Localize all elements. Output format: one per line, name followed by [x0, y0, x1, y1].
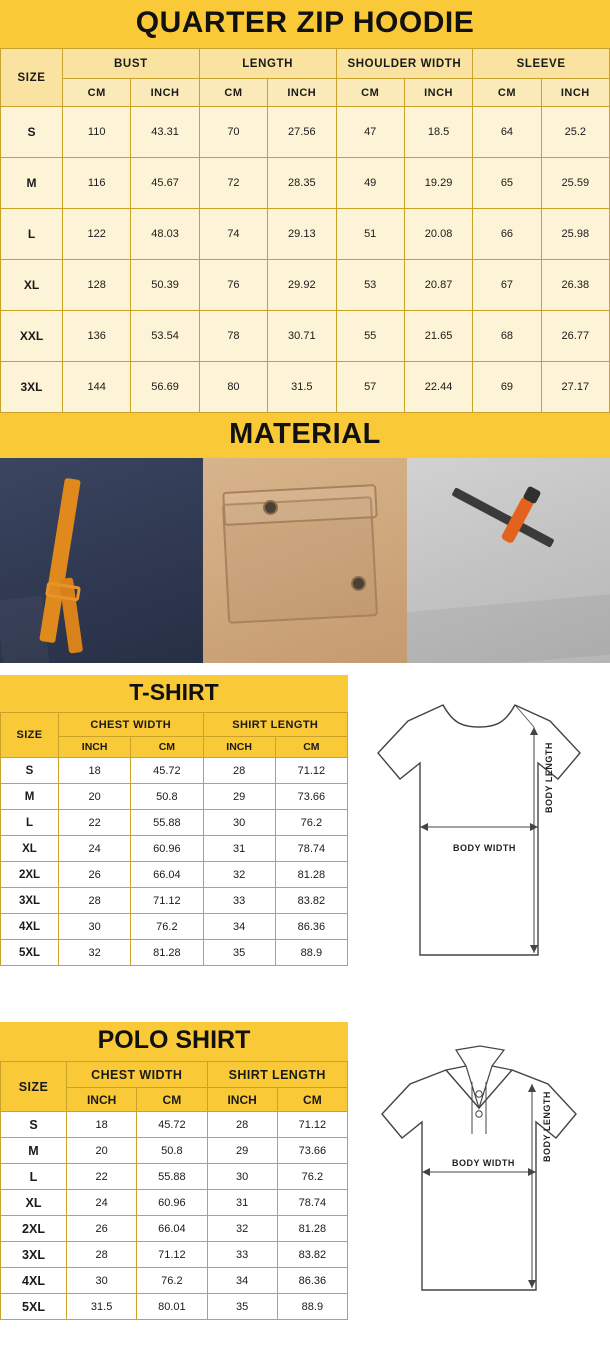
cell-size: S	[1, 758, 59, 784]
table-row	[1, 158, 610, 209]
cell-value: 18.5	[404, 107, 472, 158]
cell-value: 45.67	[131, 158, 199, 209]
cell-value: 144	[63, 362, 131, 413]
subheader-length-cm: CM	[199, 79, 267, 107]
cell-value: 71.12	[277, 1112, 347, 1138]
cell-value: 29.92	[268, 260, 336, 311]
tshirt-illustration	[348, 675, 610, 1005]
cell-value: 28	[59, 888, 131, 914]
cell-size: 5XL	[1, 940, 59, 966]
cell-value: 116	[63, 158, 131, 209]
cell-value: 33	[207, 1242, 277, 1268]
cell-value: 27.17	[541, 362, 609, 413]
cell-value: 24	[67, 1190, 137, 1216]
cell-value: 49	[336, 158, 404, 209]
cell-value: 30.71	[268, 311, 336, 362]
section-spacer	[0, 663, 610, 675]
tshirt-size-table	[0, 712, 348, 966]
cell-value: 26.77	[541, 311, 609, 362]
cell-value: 28	[207, 1112, 277, 1138]
subheader-bust-inch: INCH	[131, 79, 199, 107]
cell-value: 122	[63, 209, 131, 260]
table-row	[1, 862, 348, 888]
tshirt-section	[0, 675, 610, 1010]
cell-value: 26.38	[541, 260, 609, 311]
cell-size: XL	[1, 1190, 67, 1216]
cell-value: 69	[473, 362, 541, 413]
polo-illustration	[348, 1022, 610, 1332]
cell-size: XL	[1, 836, 59, 862]
cell-value: 76.2	[137, 1268, 207, 1294]
cell-value: 88.9	[275, 940, 347, 966]
cell-value: 60.96	[131, 836, 203, 862]
table-row	[1, 362, 610, 413]
table-row	[1, 888, 348, 914]
cell-value: 33	[203, 888, 275, 914]
cell-size: 2XL	[1, 1216, 67, 1242]
cell-value: 20.87	[404, 260, 472, 311]
cell-value: 68	[473, 311, 541, 362]
cell-value: 31.5	[268, 362, 336, 413]
cell-value: 83.82	[277, 1242, 347, 1268]
cell-value: 30	[207, 1164, 277, 1190]
cell-value: 28	[67, 1242, 137, 1268]
table-row	[1, 209, 610, 260]
header-bust: BUST	[63, 49, 200, 79]
cell-value: 71.12	[137, 1242, 207, 1268]
cell-size: 5XL	[1, 1294, 67, 1320]
table-row	[1, 1138, 348, 1164]
cell-value: 50.8	[131, 784, 203, 810]
material-photo-strip	[0, 458, 610, 663]
table-row	[1, 914, 348, 940]
cell-size: S	[1, 107, 63, 158]
cell-value: 66	[473, 209, 541, 260]
header-size: SIZE	[1, 1062, 67, 1112]
cell-value: 72	[199, 158, 267, 209]
cell-value: 83.82	[275, 888, 347, 914]
cell-value: 27.56	[268, 107, 336, 158]
cell-value: 66.04	[131, 862, 203, 888]
cell-value: 80.01	[137, 1294, 207, 1320]
cell-value: 81.28	[131, 940, 203, 966]
cell-value: 73.66	[275, 784, 347, 810]
cell-value: 31	[207, 1190, 277, 1216]
cell-value: 50.39	[131, 260, 199, 311]
header-shirt-length: SHIRT LENGTH	[207, 1062, 348, 1088]
navy-hoodie-drawcord-detail-photo	[0, 458, 203, 663]
cell-value: 50.8	[137, 1138, 207, 1164]
cell-value: 55.88	[137, 1164, 207, 1190]
cell-value: 57	[336, 362, 404, 413]
cell-size: M	[1, 158, 63, 209]
cell-value: 18	[67, 1112, 137, 1138]
polo-section	[0, 1022, 610, 1337]
cell-value: 25.59	[541, 158, 609, 209]
section-spacer	[0, 1010, 610, 1022]
cell-value: 78.74	[277, 1190, 347, 1216]
subheader-bust-cm: CM	[63, 79, 131, 107]
table-row	[1, 311, 610, 362]
subheader-length-inch: INCH	[203, 737, 275, 758]
cell-value: 76.2	[275, 810, 347, 836]
cell-value: 22.44	[404, 362, 472, 413]
hoodie-size-table	[0, 48, 610, 413]
cell-value: 25.2	[541, 107, 609, 158]
header-chest-width: CHEST WIDTH	[67, 1062, 208, 1088]
cell-value: 28.35	[268, 158, 336, 209]
header-length: LENGTH	[199, 49, 336, 79]
tan-sleeve-pocket-detail-photo	[203, 458, 406, 663]
header-size: SIZE	[1, 713, 59, 758]
cell-value: 31	[203, 836, 275, 862]
cell-value: 74	[199, 209, 267, 260]
cell-value: 35	[203, 940, 275, 966]
header-sleeve: SLEEVE	[473, 49, 610, 79]
cell-value: 20	[67, 1138, 137, 1164]
tshirt-table-wrap	[0, 675, 348, 1010]
tshirt-diagram	[348, 675, 610, 1010]
table-row	[1, 1294, 348, 1320]
cell-size: M	[1, 1138, 67, 1164]
table-header-row	[1, 49, 610, 79]
table-row	[1, 1216, 348, 1242]
cell-value: 22	[59, 810, 131, 836]
cell-value: 26	[59, 862, 131, 888]
cell-value: 71.12	[131, 888, 203, 914]
cell-value: 34	[207, 1268, 277, 1294]
tshirt-section-title: T-SHIRT	[0, 675, 348, 712]
cell-value: 32	[207, 1216, 277, 1242]
table-row	[1, 784, 348, 810]
cell-value: 19.29	[404, 158, 472, 209]
cell-value: 22	[67, 1164, 137, 1190]
hoodie-section-title: QUARTER ZIP HOODIE	[0, 0, 610, 48]
cell-value: 48.03	[131, 209, 199, 260]
cell-value: 30	[67, 1268, 137, 1294]
cell-value: 86.36	[275, 914, 347, 940]
subheader-chest-inch: INCH	[67, 1088, 137, 1112]
subheader-shoulder-cm: CM	[336, 79, 404, 107]
header-shoulder-width: SHOULDER WIDTH	[336, 49, 473, 79]
subheader-chest-cm: CM	[137, 1088, 207, 1112]
tshirt-body-length-label: BODY LENGTH	[544, 742, 554, 813]
cell-value: 86.36	[277, 1268, 347, 1294]
cell-value: 51	[336, 209, 404, 260]
cell-value: 80	[199, 362, 267, 413]
cell-value: 18	[59, 758, 131, 784]
cell-value: 55	[336, 311, 404, 362]
cell-value: 60.96	[137, 1190, 207, 1216]
cell-value: 73.66	[277, 1138, 347, 1164]
subheader-sleeve-inch: INCH	[541, 79, 609, 107]
cell-value: 71.12	[275, 758, 347, 784]
cell-value: 34	[203, 914, 275, 940]
cell-value: 29	[207, 1138, 277, 1164]
cell-size: 2XL	[1, 862, 59, 888]
cell-size: XXL	[1, 311, 63, 362]
cell-value: 47	[336, 107, 404, 158]
cell-value: 55.88	[131, 810, 203, 836]
cell-size: L	[1, 810, 59, 836]
table-row	[1, 1242, 348, 1268]
header-size: SIZE	[1, 49, 63, 107]
cell-value: 26	[67, 1216, 137, 1242]
cell-value: 78	[199, 311, 267, 362]
tshirt-body-width-label: BODY WIDTH	[453, 843, 516, 853]
cell-value: 25.98	[541, 209, 609, 260]
subheader-length-cm: CM	[277, 1088, 347, 1112]
cell-value: 28	[203, 758, 275, 784]
table-row	[1, 1112, 348, 1138]
cell-size: 3XL	[1, 888, 59, 914]
subheader-length-inch: INCH	[207, 1088, 277, 1112]
cell-size: 4XL	[1, 914, 59, 940]
cell-value: 76.2	[277, 1164, 347, 1190]
cell-value: 76	[199, 260, 267, 311]
grey-fleece-zipper-detail-photo	[407, 458, 610, 663]
polo-body-length-label: BODY LENGTH	[542, 1091, 552, 1162]
material-section-title: MATERIAL	[0, 413, 610, 458]
table-row	[1, 1190, 348, 1216]
cell-value: 76.2	[131, 914, 203, 940]
table-row	[1, 1164, 348, 1190]
polo-table-wrap	[0, 1022, 348, 1337]
cell-value: 31.5	[67, 1294, 137, 1320]
cell-value: 110	[63, 107, 131, 158]
polo-size-table	[0, 1061, 348, 1320]
subheader-length-inch: INCH	[268, 79, 336, 107]
cell-value: 67	[473, 260, 541, 311]
cell-size: L	[1, 1164, 67, 1190]
cell-value: 66.04	[137, 1216, 207, 1242]
cell-value: 81.28	[277, 1216, 347, 1242]
cell-value: 53.54	[131, 311, 199, 362]
table-header-row	[1, 713, 348, 737]
cell-value: 78.74	[275, 836, 347, 862]
subheader-length-cm: CM	[275, 737, 347, 758]
table-row	[1, 1268, 348, 1294]
table-row	[1, 758, 348, 784]
cell-value: 35	[207, 1294, 277, 1320]
subheader-chest-cm: CM	[131, 737, 203, 758]
table-row	[1, 260, 610, 311]
cell-value: 30	[59, 914, 131, 940]
cell-size: M	[1, 784, 59, 810]
table-row	[1, 810, 348, 836]
table-row	[1, 107, 610, 158]
cell-value: 70	[199, 107, 267, 158]
polo-body-width-label: BODY WIDTH	[452, 1158, 515, 1168]
cell-value: 24	[59, 836, 131, 862]
cell-value: 32	[203, 862, 275, 888]
cell-value: 65	[473, 158, 541, 209]
cell-size: XL	[1, 260, 63, 311]
cell-value: 21.65	[404, 311, 472, 362]
cell-value: 64	[473, 107, 541, 158]
table-subheader-row	[1, 79, 610, 107]
header-shirt-length: SHIRT LENGTH	[203, 713, 348, 737]
table-header-row	[1, 1062, 348, 1088]
polo-section-title: POLO SHIRT	[0, 1022, 348, 1061]
header-chest-width: CHEST WIDTH	[59, 713, 204, 737]
cell-value: 45.72	[131, 758, 203, 784]
cell-value: 32	[59, 940, 131, 966]
cell-value: 136	[63, 311, 131, 362]
cell-value: 128	[63, 260, 131, 311]
cell-value: 88.9	[277, 1294, 347, 1320]
subheader-chest-inch: INCH	[59, 737, 131, 758]
cell-value: 81.28	[275, 862, 347, 888]
cell-value: 29.13	[268, 209, 336, 260]
cell-value: 56.69	[131, 362, 199, 413]
polo-diagram	[348, 1022, 610, 1337]
table-row	[1, 940, 348, 966]
table-row	[1, 836, 348, 862]
cell-value: 20.08	[404, 209, 472, 260]
cell-size: 3XL	[1, 1242, 67, 1268]
cell-size: S	[1, 1112, 67, 1138]
cell-size: 3XL	[1, 362, 63, 413]
subheader-sleeve-cm: CM	[473, 79, 541, 107]
cell-value: 30	[203, 810, 275, 836]
cell-value: 29	[203, 784, 275, 810]
subheader-shoulder-inch: INCH	[404, 79, 472, 107]
cell-value: 20	[59, 784, 131, 810]
cell-value: 43.31	[131, 107, 199, 158]
fabric-fold-shape	[407, 593, 610, 663]
cell-size: 4XL	[1, 1268, 67, 1294]
cell-value: 45.72	[137, 1112, 207, 1138]
cell-size: L	[1, 209, 63, 260]
cell-value: 53	[336, 260, 404, 311]
